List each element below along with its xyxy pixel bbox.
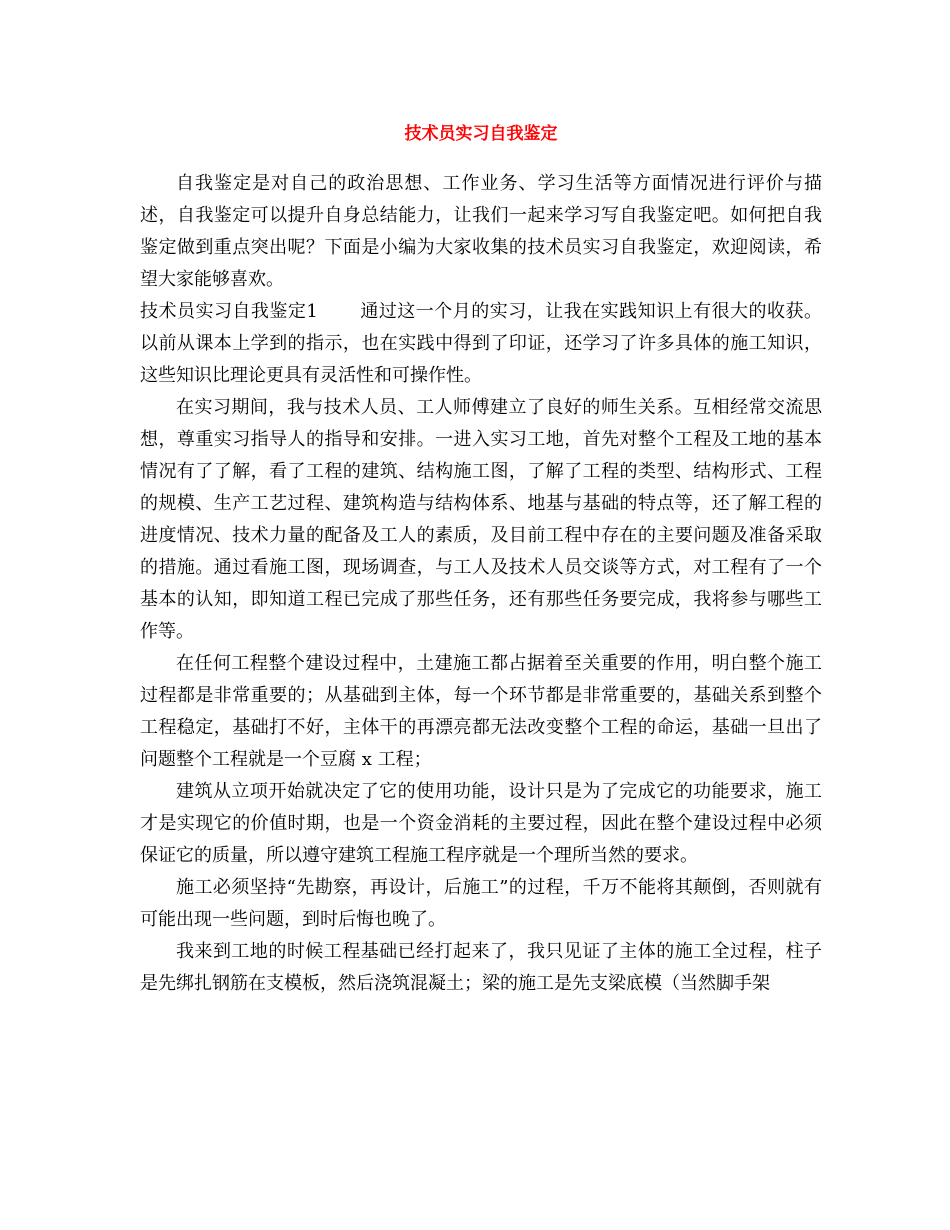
document-page [140,122,822,1000]
body-paragraph: 我来到工地的时候工程基础已经打起来了，我只见证了主体的施工全过程，柱子是先绑扎钢筋在支模板，然后浇筑混凝土；梁的施工是先支梁底模（当然脚手架 [140,941,822,994]
document-title: 技术员实习自我鉴定 [404,124,558,144]
section-first-text: 通过这一个月的实习，让我在实践知识上有很大的收获。以前从课本上学到的指示，也在实践中得到了印证，还学习了许多具体的施工知识，这些知识比理论更具有灵活性和可操作性。 [140,301,823,386]
body-paragraph: 在实习期间，我与技术人员、工人师傅建立了良好的师生关系。互相经常交流思想，尊重实习指导人的指导和安排。一进入实习工地，首先对整个工程及工地的基本情况有了了解，看了工程的建筑、结构施工图，了解了工程的类型、结构形式、工程的规模、生产工艺过程、建筑构造与结构体系、地基与基础的特点等，还了解工程的进度情况、技术力量的配备及工人的素质，及目前工程中存在的主要问题及准备采取的措施。通过看施工图，现场调查，与工人及技术人员交谈等方式，对工程有了一个基本的认知，即知道工程已完成了那些任务，还有那些任务要完成，我将参与哪些工作等。 [140,397,822,642]
intro-paragraph: 自我鉴定是对自己的政治思想、工作业务、学习生活等方面情况进行评价与描述，自我鉴定可以提升自身总结能力，让我们一起来学习写自我鉴定吧。如何把自我鉴定做到重点突出呢？下面是小编为大家收集的技术员实习自我鉴定，欢迎阅读，希望大家能够喜欢。 [140,173,822,290]
body-paragraph: 在任何工程整个建设过程中，土建施工都占据着至关重要的作用，明白整个施工过程都是非常重要的；从基础到主体，每一个环节都是非常重要的，基础关系到整个工程稳定，基础打不好，主体干的再漂亮都无法改变整个工程的命运，基础一旦出了问题整个工程就是一个豆腐 x 工程； [140,653,822,770]
body-paragraph: 施工必须坚持“先勘察，再设计，后施工”的过程，千万不能将其颠倒，否则就有可能出现一些问题，到时后悔也晚了。 [140,877,822,930]
body-paragraph: 建筑从立项开始就决定了它的使用功能，设计只是为了完成它的功能要求，施工才是实现它的价值时期，也是一个资金消耗的主要过程，因此在整个建设过程中必须保证它的质量，所以遵守建筑工程施工程序就是一个理所当然的要求。 [140,781,822,866]
section-first-paragraph [140,296,822,392]
section-heading: 技术员实习自我鉴定1 [140,301,318,322]
